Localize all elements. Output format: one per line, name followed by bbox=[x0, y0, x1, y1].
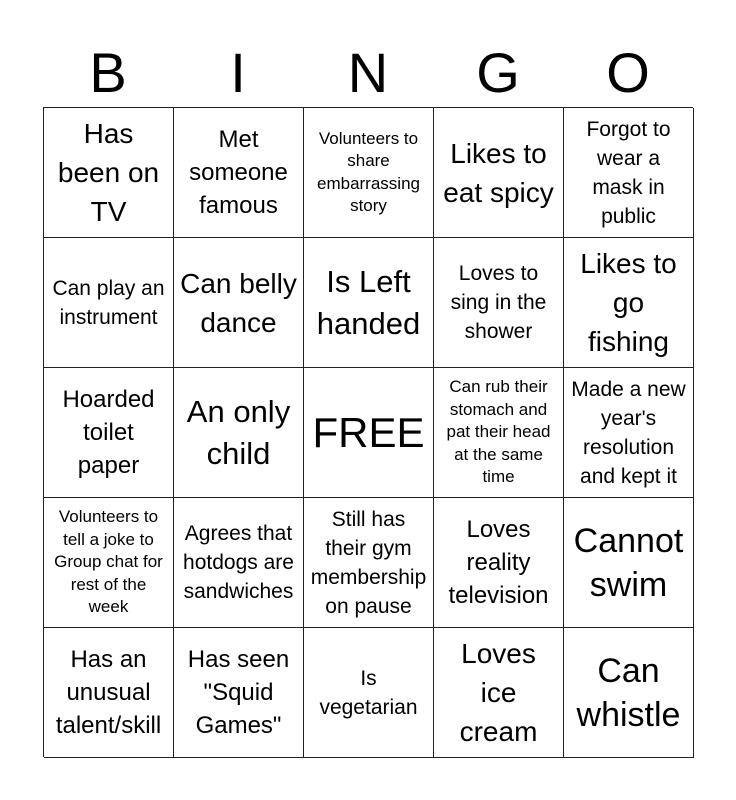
bingo-cell[interactable]: An only child bbox=[174, 368, 304, 498]
bingo-cell[interactable]: Agrees that hotdogs are sandwiches bbox=[174, 498, 304, 628]
bingo-cell[interactable]: Likes to eat spicy bbox=[434, 108, 564, 238]
bingo-cell[interactable]: Has an unusual talent/skill bbox=[44, 628, 174, 758]
bingo-cell[interactable]: Loves reality television bbox=[434, 498, 564, 628]
bingo-cell[interactable]: Loves ice cream bbox=[434, 628, 564, 758]
free-cell[interactable]: FREE bbox=[304, 368, 434, 498]
bingo-cell[interactable]: Can play an instrument bbox=[44, 238, 174, 368]
bingo-cell[interactable]: Can belly dance bbox=[174, 238, 304, 368]
bingo-cell[interactable]: Hoarded toilet paper bbox=[44, 368, 174, 498]
bingo-cell[interactable]: Likes to go fishing bbox=[564, 238, 694, 368]
header-letter-g: G bbox=[476, 41, 520, 104]
bingo-cell[interactable]: Made a new year's resolution and kept it bbox=[564, 368, 694, 498]
bingo-cell[interactable]: Has been on TV bbox=[44, 108, 174, 238]
header-letter-n: N bbox=[347, 41, 389, 104]
bingo-cell[interactable]: Volunteers to tell a joke to Group chat for rest of the week bbox=[44, 498, 174, 628]
header-letter-b: B bbox=[89, 41, 127, 104]
bingo-cell[interactable]: Forgot to wear a mask in public bbox=[564, 108, 694, 238]
bingo-header bbox=[43, 40, 693, 106]
bingo-cell[interactable]: Can whistle bbox=[564, 628, 694, 758]
bingo-cell[interactable]: Cannot swim bbox=[564, 498, 694, 628]
header-letter-i: I bbox=[230, 41, 246, 104]
bingo-grid bbox=[43, 107, 693, 757]
bingo-cell[interactable]: Volunteers to share embarrassing story bbox=[304, 108, 434, 238]
bingo-cell[interactable]: Is vegetarian bbox=[304, 628, 434, 758]
bingo-cell[interactable]: Has seen "Squid Games" bbox=[174, 628, 304, 758]
bingo-cell[interactable]: Is Left handed bbox=[304, 238, 434, 368]
bingo-cell[interactable]: Still has their gym membership on pause bbox=[304, 498, 434, 628]
header-letter-o: O bbox=[606, 41, 650, 104]
bingo-cell[interactable]: Loves to sing in the shower bbox=[434, 238, 564, 368]
bingo-cell[interactable]: Met someone famous bbox=[174, 108, 304, 238]
bingo-cell[interactable]: Can rub their stomach and pat their head at the same time bbox=[434, 368, 564, 498]
